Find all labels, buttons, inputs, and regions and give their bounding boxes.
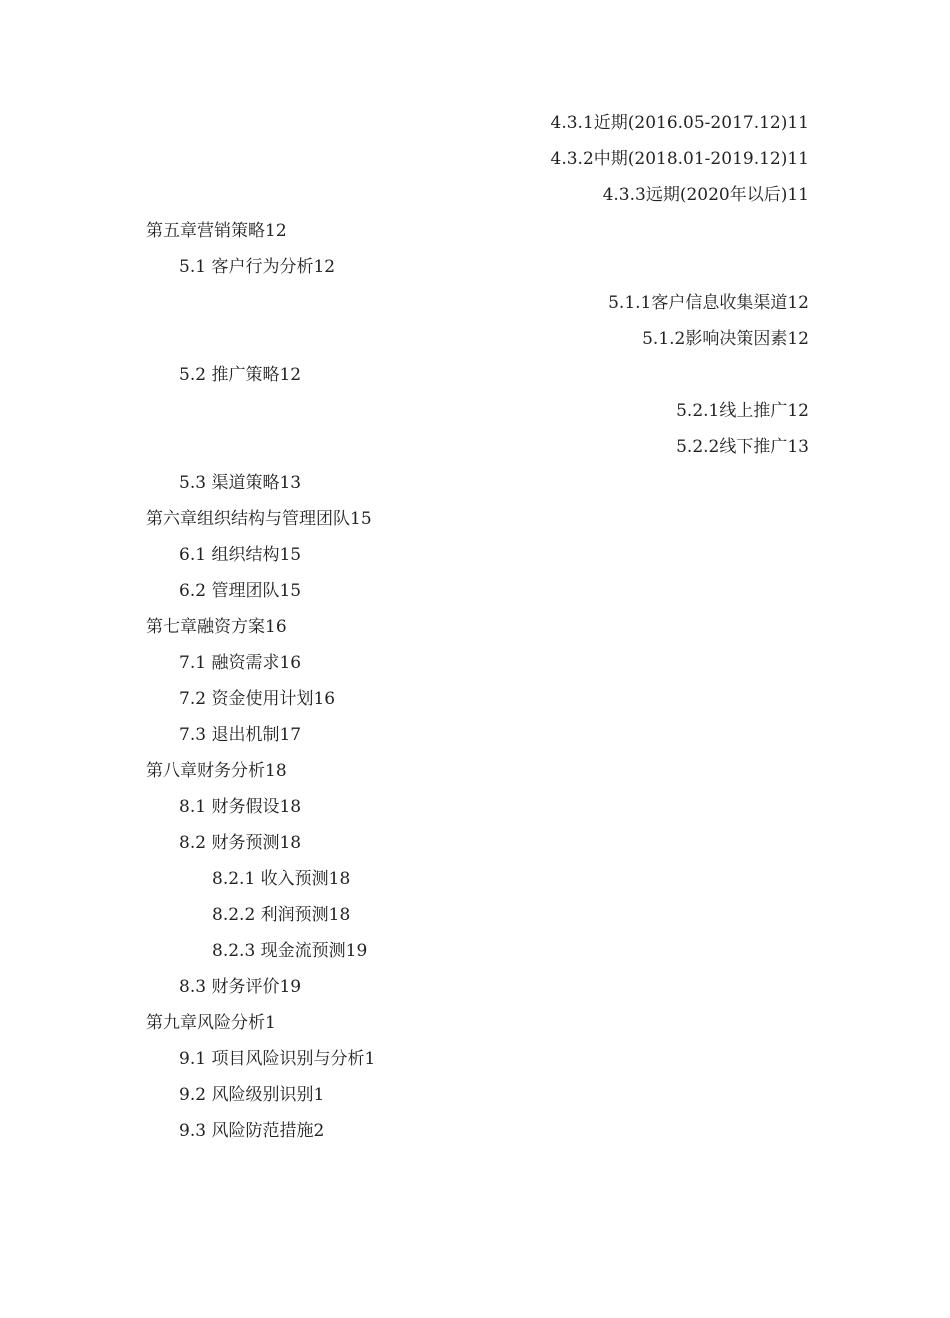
toc-entry-7-3[interactable]: 7.3 退出机制17 bbox=[179, 725, 302, 745]
toc-entry-4-3-3[interactable]: 4.3.3远期(2020年以后)11 bbox=[602, 185, 809, 205]
toc-entry-7-1[interactable]: 7.1 融资需求16 bbox=[179, 653, 302, 673]
toc-entry-5-1-2[interactable]: 5.1.2影响决策因素12 bbox=[642, 329, 809, 349]
toc-entry-5-2-2[interactable]: 5.2.2线下推广13 bbox=[676, 437, 809, 457]
toc-entry-9-2[interactable]: 9.2 风险级别识别1 bbox=[179, 1085, 325, 1105]
toc-entry-7-2[interactable]: 7.2 资金使用计划16 bbox=[179, 689, 336, 709]
toc-entry-5-1-1[interactable]: 5.1.1客户信息收集渠道12 bbox=[608, 293, 809, 313]
toc-entry-8-2-1[interactable]: 8.2.1 收入预测18 bbox=[212, 869, 351, 889]
toc-chapter-9[interactable]: 第九章风险分析1 bbox=[146, 1013, 276, 1033]
toc-entry-8-2[interactable]: 8.2 财务预测18 bbox=[179, 833, 302, 853]
toc-chapter-5[interactable]: 第五章营销策略12 bbox=[146, 221, 287, 241]
toc-entry-5-2[interactable]: 5.2 推广策略12 bbox=[179, 365, 302, 385]
toc-entry-8-2-2[interactable]: 8.2.2 利润预测18 bbox=[212, 905, 351, 925]
toc-entry-4-3-2[interactable]: 4.3.2中期(2018.01-2019.12)11 bbox=[550, 149, 809, 169]
toc-chapter-8[interactable]: 第八章财务分析18 bbox=[146, 761, 287, 781]
toc-entry-5-3[interactable]: 5.3 渠道策略13 bbox=[179, 473, 302, 493]
toc-entry-8-2-3[interactable]: 8.2.3 现金流预测19 bbox=[212, 941, 368, 961]
toc-entry-8-1[interactable]: 8.1 财务假设18 bbox=[179, 797, 302, 817]
toc-entry-5-2-1[interactable]: 5.2.1线上推广12 bbox=[676, 401, 809, 421]
toc-entry-8-3[interactable]: 8.3 财务评价19 bbox=[179, 977, 302, 997]
toc-entry-4-3-1[interactable]: 4.3.1近期(2016.05-2017.12)11 bbox=[550, 113, 809, 133]
toc-chapter-6[interactable]: 第六章组织结构与管理团队15 bbox=[146, 509, 372, 529]
toc-chapter-7[interactable]: 第七章融资方案16 bbox=[146, 617, 287, 637]
toc-entry-6-2[interactable]: 6.2 管理团队15 bbox=[179, 581, 302, 601]
toc-entry-9-3[interactable]: 9.3 风险防范措施2 bbox=[179, 1121, 325, 1141]
toc-entry-6-1[interactable]: 6.1 组织结构15 bbox=[179, 545, 302, 565]
toc-entry-9-1[interactable]: 9.1 项目风险识别与分析1 bbox=[179, 1049, 376, 1069]
toc-entry-5-1[interactable]: 5.1 客户行为分析12 bbox=[179, 257, 336, 277]
